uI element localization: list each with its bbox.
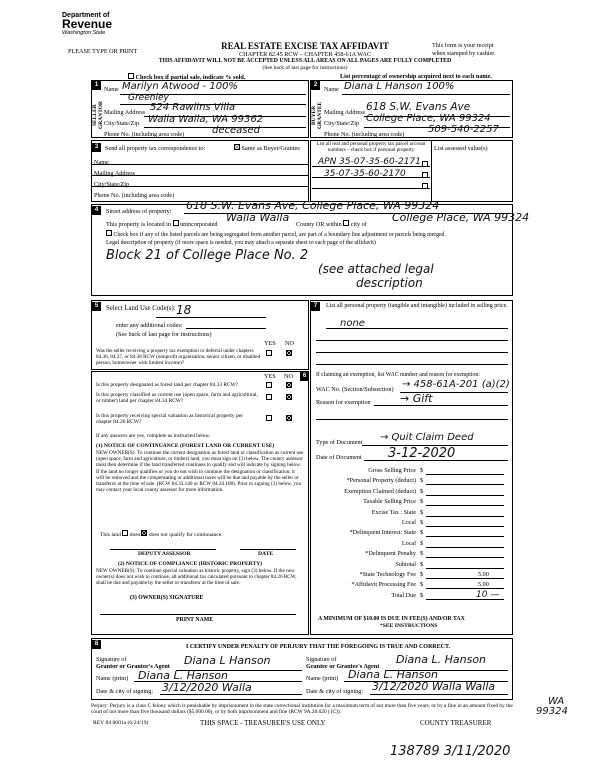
grantee-date-line bbox=[370, 694, 508, 695]
assessed-header: List assessed value(s) bbox=[434, 145, 488, 152]
deputy-assessor-label: DEPUTY ASSESSOR bbox=[138, 551, 191, 557]
grantee-sig-label-1: Signature of bbox=[306, 656, 337, 663]
see-back: (See back of last page for instructions) bbox=[262, 65, 348, 71]
seller-name-line bbox=[120, 94, 306, 95]
correspondence-label: Send all property tax correspondence to: bbox=[105, 145, 206, 152]
same-as-buyer-checkbox[interactable] bbox=[234, 144, 240, 150]
tax-row: Local $ bbox=[316, 538, 508, 548]
parcel-divider bbox=[431, 140, 432, 202]
treasurer-use-label: THIS SPACE - TREASURER'S USE ONLY bbox=[200, 719, 326, 727]
owner-signature-label: (3) OWNER(S) SIGNATURE bbox=[130, 595, 204, 601]
buyer-name-line bbox=[342, 94, 510, 95]
buyer-name-label: Name bbox=[324, 86, 339, 93]
receipt-note-1: This form is your receipt bbox=[432, 42, 494, 49]
section-6-number: 6 bbox=[300, 372, 309, 381]
type-or-print: PLEASE TYPE OR PRINT bbox=[68, 48, 138, 55]
forest-q3-no[interactable] bbox=[286, 415, 292, 421]
notice2-body: NEW OWNER(S): To continue special valuation as historic property, sign (3) below. If the new owner(s) does not wish to continue, all additional tax calculated pursuant to chapter 84.26 RCW, shall be due and payable by the seller or transferor at the time of sale. bbox=[96, 568, 297, 587]
parcel-line-1 bbox=[312, 166, 430, 167]
buyer-city-value[interactable]: College Place, WA 99324 bbox=[366, 113, 491, 124]
land-use-line bbox=[156, 317, 266, 318]
legal-value-1[interactable]: Block 21 of College Place No. 2 bbox=[106, 248, 309, 263]
partial-sale: Check box if partial sale, indicate % sold. bbox=[128, 73, 245, 81]
doc-date-value[interactable]: 3-12-2020 bbox=[388, 446, 456, 461]
seller-mailing-value[interactable]: 524 Rawlins Villa bbox=[150, 102, 236, 113]
buyer-phone-value[interactable]: 509-540-2257 bbox=[428, 124, 499, 135]
grantee-sig-label-2: Grantee or Grantee's Agent bbox=[306, 663, 380, 670]
section-3-number: 3 bbox=[92, 143, 101, 152]
land-use-label: Select Land Use Code(s): bbox=[106, 305, 176, 312]
grantee-date-zip: 99324 bbox=[536, 706, 568, 717]
land-use-no-header: NO bbox=[285, 340, 294, 347]
segregated-row: Check box if any of the listed parcels are being segregated from another parcel, are part of a boundary line adjustment or parcels being merged. bbox=[106, 230, 446, 239]
doc-date-line bbox=[364, 460, 508, 461]
land-use-see-back: (See back of last page for instructions) bbox=[116, 331, 212, 338]
parcel-1-value[interactable]: APN 35-07-35-60-2171 bbox=[318, 157, 421, 167]
tax-row: Total Due $ 10 — bbox=[316, 590, 508, 600]
seller-name-value-2[interactable]: Greenley bbox=[128, 93, 169, 103]
buyer-city-label: City/State/Zip bbox=[324, 120, 360, 127]
section-7-number: 7 bbox=[311, 302, 320, 311]
land-use-yes-header: YES bbox=[264, 340, 276, 347]
parcel-line-3 bbox=[312, 188, 430, 189]
pp-line-2 bbox=[316, 340, 508, 341]
buyer-side-label: BUYER GRANTEE bbox=[311, 101, 323, 129]
grantor-sig-label-1: Signature of bbox=[96, 656, 127, 663]
corr-city-label: City/State/Zip bbox=[94, 181, 130, 188]
deputy-date-label: DATE bbox=[258, 551, 274, 557]
forest-no-header: NO bbox=[284, 373, 293, 380]
street-label: Street address of property: bbox=[106, 208, 172, 215]
grantee-date-value[interactable]: 3/12/2020 Walla Walla bbox=[372, 680, 496, 693]
notice1-title: (1) NOTICE OF CONTINUANCE (FOREST LAND OR CURRENT USE) bbox=[96, 443, 275, 449]
land-use-code[interactable]: 18 bbox=[176, 303, 192, 317]
tax-table bbox=[316, 465, 508, 600]
buyer-name-value[interactable]: Diana L Hanson 100% bbox=[344, 81, 455, 92]
grantor-sig-label-2: Grantor or Grantor's Agent bbox=[96, 663, 170, 670]
grantor-date-line bbox=[160, 694, 302, 695]
notice2-title: (2) NOTICE OF COMPLIANCE (HISTORIC PROPERTY) bbox=[118, 561, 263, 567]
forest-q2-no[interactable] bbox=[286, 394, 292, 400]
seller-mailing-line bbox=[144, 116, 306, 117]
pp-line-3 bbox=[316, 352, 508, 353]
forest-q1-yes[interactable] bbox=[266, 382, 272, 388]
segregated-checkbox[interactable] bbox=[106, 230, 112, 236]
section-8-number: 8 bbox=[92, 640, 101, 649]
receipt-note-2: when stamped by cashier. bbox=[432, 50, 496, 57]
county-label-row: County OR within city of bbox=[296, 221, 367, 228]
buyer-mailing-label: Mailing Address bbox=[324, 109, 366, 116]
grantee-date-label: Date & city of signing: bbox=[306, 688, 364, 695]
corr-line-3 bbox=[91, 186, 309, 187]
grantee-signature[interactable]: Diana L. Hanson bbox=[396, 653, 487, 666]
print-name-line bbox=[100, 614, 296, 615]
section-2-number: 2 bbox=[311, 81, 320, 90]
additional-codes-label: enter any additional codes: bbox=[116, 322, 183, 329]
doc-type-label: Type of Document bbox=[316, 439, 363, 446]
form-warning: THIS AFFIDAVIT WILL NOT BE ACCEPTED UNLESS ALL AREAS ON ALL PAGES ARE FULLY COMPLETED bbox=[158, 58, 452, 64]
grantor-signature[interactable]: Diana L Hanson bbox=[184, 654, 271, 667]
pp-line-4 bbox=[316, 364, 508, 365]
personal-property-label: List all personal property (tangible and intangible) included in selling price. bbox=[326, 303, 508, 309]
tax-row: Taxable Selling Price $ bbox=[316, 496, 508, 506]
unincorporated-checkbox[interactable] bbox=[173, 220, 179, 226]
buyer-mailing-line bbox=[364, 116, 510, 117]
forest-q1-no[interactable] bbox=[286, 382, 292, 388]
seller-phone-value[interactable]: deceased bbox=[212, 125, 260, 136]
grantor-date-label: Date & city of signing: bbox=[96, 688, 154, 695]
legal-value-3[interactable]: description bbox=[356, 276, 423, 290]
corr-line-2 bbox=[91, 175, 309, 176]
grantor-name-label: Name (print) bbox=[96, 675, 129, 682]
seller-name-line-2 bbox=[120, 104, 306, 105]
reason-value[interactable]: → Gift bbox=[400, 392, 433, 405]
section-5-number: 5 bbox=[92, 302, 101, 311]
certify-statement: I CERTIFY UNDER PENALTY OF PERJURY THAT THE FOREGOING IS TRUE AND CORRECT. bbox=[186, 644, 451, 650]
tax-row: *Delinquent Penalty $ bbox=[316, 548, 508, 558]
land-does-checkbox[interactable] bbox=[122, 530, 128, 536]
grantor-date-value[interactable]: 3/12/2020 Walla bbox=[162, 681, 252, 694]
seller-side-label: SELLER GRANTOR bbox=[92, 101, 104, 130]
form-title: REAL ESTATE EXCISE TAX AFFIDAVIT bbox=[221, 41, 389, 51]
perjury-notice: Perjury: Perjury is a class C felony which is punishable by imprisonment in the state correctional institution for a maximum term of not more than five years, or by a fine in an amount fixed by the court of not more than five thousand dollars ($5,000.00), or by both imprisonment and fine (RCW 9A.20.020 (1C)). bbox=[91, 703, 513, 716]
reason-line bbox=[374, 405, 508, 406]
seller-name-label: Name bbox=[104, 86, 119, 93]
seller-city-line bbox=[144, 127, 306, 128]
forest-q1: Is this property designated as forest land per chapter 84.33 RCW? bbox=[96, 382, 239, 388]
forest-q3-yes[interactable] bbox=[266, 415, 272, 421]
forest-q2: Is this property classified as current use (open space, farm and agricultural, or timber) land per chapter 84.34 RCW? bbox=[96, 392, 258, 404]
tax-row: Local $ bbox=[316, 517, 508, 527]
notice1-body: NEW OWNER(S): To continue the current designation as forest land or classification as current use (open space, farm and agriculture, or timber) land, you must sign on (3) below. The county assessor must then determine if the land transferred continues to qualify and will indicate by signing below. If the land no longer qualifies or you do not wish to continue the designation or classification, it will be removed and the compensating or additional taxes will be due and payable by the seller or transferor at the time of sale. (RCW 84.33.140 or RCW 84.34.108). Prior to signing (3) below, you may contact your local county assessor for more information. bbox=[96, 450, 304, 494]
deputy-date-line bbox=[240, 549, 296, 550]
buyer-mailing-value[interactable]: 618 S.W. Evans Ave bbox=[366, 101, 471, 113]
grantor-name-value[interactable]: Diana L. Hanson bbox=[138, 669, 229, 682]
tax-row: Subtotal $ bbox=[316, 559, 508, 569]
forest-if-yes: If any answers are yes, complete as instructed below. bbox=[96, 433, 211, 439]
corr-phone-label: Phone No. (including area code) bbox=[94, 192, 175, 199]
form-number: REV 84 0001a (6/24/19) bbox=[93, 720, 149, 726]
forest-yes-header: YES bbox=[264, 373, 276, 380]
same-as-buyer: Same as Buyer/Grantee bbox=[234, 144, 300, 152]
land-does-not-checkbox[interactable] bbox=[141, 530, 147, 536]
minimum-note: A MINIMUM OF $10.00 IS DUE IN FEE(S) AND/OR TAX bbox=[318, 616, 465, 622]
legal-value-2[interactable]: (see attached legal bbox=[318, 262, 434, 276]
buyer-phone-label: Phone No. (including area code) bbox=[324, 131, 405, 138]
doc-date-label: Date of Document bbox=[316, 454, 362, 461]
ownership-pct-note: List percentage of ownership acquired next to each name. bbox=[340, 73, 492, 80]
form-chapter: CHAPTER 82.45 RCW – CHAPTER 458-61A WAC bbox=[239, 51, 371, 58]
exemption-no-checkbox[interactable] bbox=[286, 350, 292, 356]
seller-city-value[interactable]: Walla Walla, WA 99362 bbox=[148, 114, 264, 125]
exemption-question: Was the seller receiving a property tax exemption or deferral under chapters 84.36, 84.37, or 84.38 RCW (nonprofit organization, senior citizen, or disabled person, homeowner with limited income)? bbox=[96, 348, 261, 366]
exemption-claim-label: If claiming an exemption, list WAC number and reason for exemption: bbox=[316, 372, 480, 378]
within-city-checkbox[interactable] bbox=[343, 220, 349, 226]
seller-city-label: City/State/Zip bbox=[104, 120, 140, 127]
corr-line-1 bbox=[91, 164, 309, 165]
print-name-label: PRINT NAME bbox=[176, 617, 214, 623]
tax-row: Exemption Claimed (deduct) $ bbox=[316, 486, 508, 496]
tax-row: Gross Selling Price $ bbox=[316, 465, 508, 475]
grantee-date-state: WA bbox=[548, 696, 565, 707]
seller-name-value[interactable]: Marilyn Atwood - 100% bbox=[122, 81, 238, 92]
legal-label: Legal description of property (if more space is needed, you may attach a separate sheet to each page of the affidavit) bbox=[106, 240, 376, 246]
tax-row: *Affidavit Processing Fee $ 5.00 bbox=[316, 579, 508, 589]
pp-line-1 bbox=[326, 328, 508, 329]
wac-value[interactable]: → 458-61A-201 (a)(2) bbox=[402, 379, 510, 390]
this-land-row: This land does does not qualify for continuance. bbox=[100, 532, 223, 538]
county-treasurer-label: COUNTY TREASURER bbox=[420, 719, 492, 727]
recording-stamp: 138789 3/11/2020 bbox=[390, 744, 511, 759]
city-value[interactable]: College Place, WA 99324 bbox=[392, 211, 530, 224]
deputy-line bbox=[110, 549, 216, 550]
located-in-row: This property is located in unincorporated bbox=[106, 221, 218, 228]
section-1-number: 1 bbox=[92, 81, 101, 90]
doc-type-value[interactable]: → Quit Claim Deed bbox=[380, 432, 474, 443]
tax-row: Excise Tax : State $ bbox=[316, 507, 508, 517]
reason-line-2 bbox=[316, 419, 508, 420]
grantee-name-label: Name (print) bbox=[306, 675, 339, 682]
parcel-line-2 bbox=[312, 177, 430, 178]
corr-name-label: Name bbox=[94, 159, 109, 166]
corr-mailing-label: Mailing Address bbox=[94, 170, 136, 177]
personal-property-value[interactable]: none bbox=[340, 318, 365, 329]
partial-sale-checkbox[interactable] bbox=[128, 73, 134, 79]
parcel-header: List all real and personal property tax parcel account numbers – check box if personal property bbox=[316, 141, 426, 153]
section-4-number: 4 bbox=[92, 206, 101, 215]
additional-codes-line bbox=[186, 328, 266, 329]
county-value[interactable]: Walla Walla bbox=[226, 211, 290, 224]
seller-mailing-label: Mailing Address bbox=[104, 109, 146, 116]
wac-label: WAC No. (Section/Subsection) bbox=[316, 386, 394, 393]
grantee-name-value[interactable]: Diana L. Hanson bbox=[348, 668, 439, 681]
reason-label: Reason for exemption bbox=[316, 399, 371, 406]
seller-phone-label: Phone No. (including area code) bbox=[104, 131, 185, 138]
see-instructions: *SEE INSTRUCTIONS bbox=[380, 623, 438, 629]
street-value[interactable]: 618 S.W. Evans Ave, College Place, WA 99324 bbox=[186, 199, 440, 212]
tax-row: *Personal Property (deduct) $ bbox=[316, 475, 508, 485]
forest-q2-yes[interactable] bbox=[266, 394, 272, 400]
parcel-2-value[interactable]: 35-07-35-60-2170 bbox=[324, 169, 406, 179]
dor-logo: Department of Revenue Washington State bbox=[62, 12, 113, 36]
buyer-city-line bbox=[364, 127, 510, 128]
forest-q3: Is this property receiving special valuation as historical property per chapter 84.26 RCW? bbox=[96, 413, 243, 425]
exemption-yes-checkbox[interactable] bbox=[266, 350, 272, 356]
tax-row: *State Technology Fee $ 5.00 bbox=[316, 569, 508, 579]
tax-row: *Delinquent Interest: State $ bbox=[316, 527, 508, 537]
